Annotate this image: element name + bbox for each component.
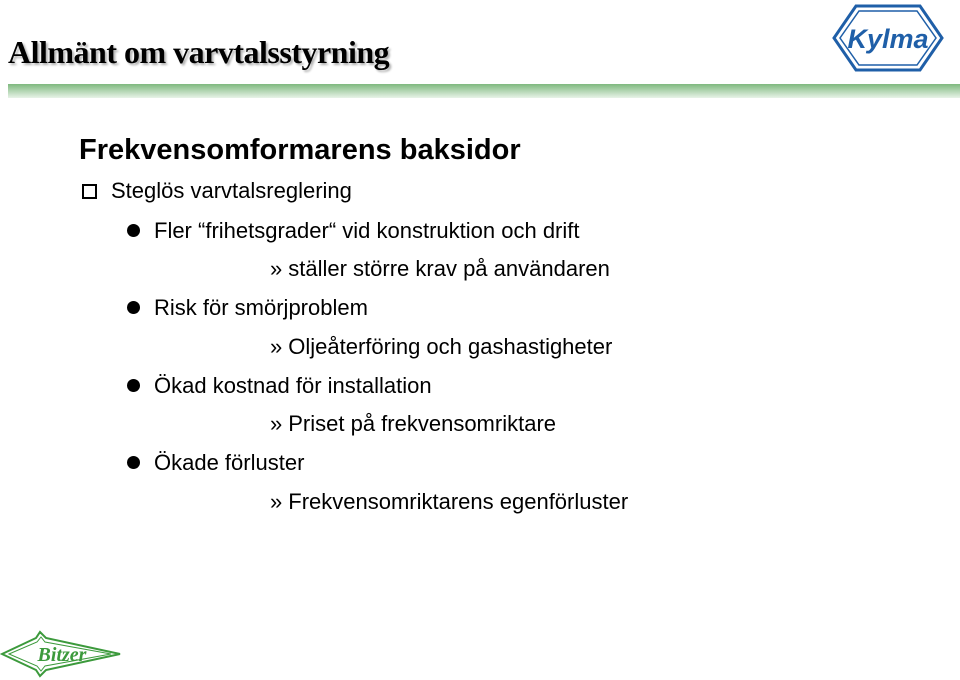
- bullet-text: Ökade förluster: [154, 450, 305, 475]
- square-checkbox-icon: [82, 184, 97, 199]
- sub-bullet-marker: »: [270, 489, 283, 514]
- bullet-item-1: [82, 178, 352, 204]
- bitzer-logo-text: Bitzer: [37, 644, 87, 666]
- bullet-dot-icon: [127, 379, 140, 392]
- bullet-item-6: [127, 373, 432, 399]
- slide-title: Allmänt om varvtalsstyrning: [8, 34, 390, 70]
- bullet-item-3: [270, 256, 610, 282]
- bullet-dot-icon: [127, 224, 140, 237]
- bullet-text: Frekvensomriktarens egenförluster: [288, 489, 629, 514]
- bitzer-logo-icon: [0, 628, 130, 680]
- slide-subtitle: Frekvensomformarens baksidor: [79, 134, 521, 166]
- bullet-item-8: [127, 450, 304, 476]
- bullet-text: ställer större krav på användaren: [288, 256, 610, 281]
- sub-bullet-marker: »: [270, 334, 283, 359]
- bullet-item-9: [270, 489, 628, 515]
- bullet-item-2: [127, 218, 580, 244]
- sub-bullet-marker: »: [270, 256, 283, 281]
- bullet-text: Oljeåterföring och gashastigheter: [288, 334, 613, 359]
- kylma-logo-text: Kylma: [847, 24, 929, 54]
- bullet-item-4: [127, 295, 368, 321]
- kylma-logo-icon: [832, 3, 944, 73]
- bullet-text: Fler “frihetsgrader“ vid konstruktion och drift: [154, 218, 580, 243]
- bullet-text: Priset på frekvensomriktare: [288, 411, 557, 436]
- title-underline-bar: [8, 84, 960, 98]
- bullet-item-5: [270, 334, 612, 360]
- bullet-dot-icon: [127, 456, 140, 469]
- bullet-text: Ökad kostnad för installation: [154, 373, 432, 398]
- bullet-dot-icon: [127, 301, 140, 314]
- bullet-text: Risk för smörjproblem: [154, 295, 368, 320]
- sub-bullet-marker: »: [270, 411, 283, 436]
- bullet-item-7: [270, 411, 556, 437]
- bullet-text: Steglös varvtalsreglering: [111, 178, 352, 203]
